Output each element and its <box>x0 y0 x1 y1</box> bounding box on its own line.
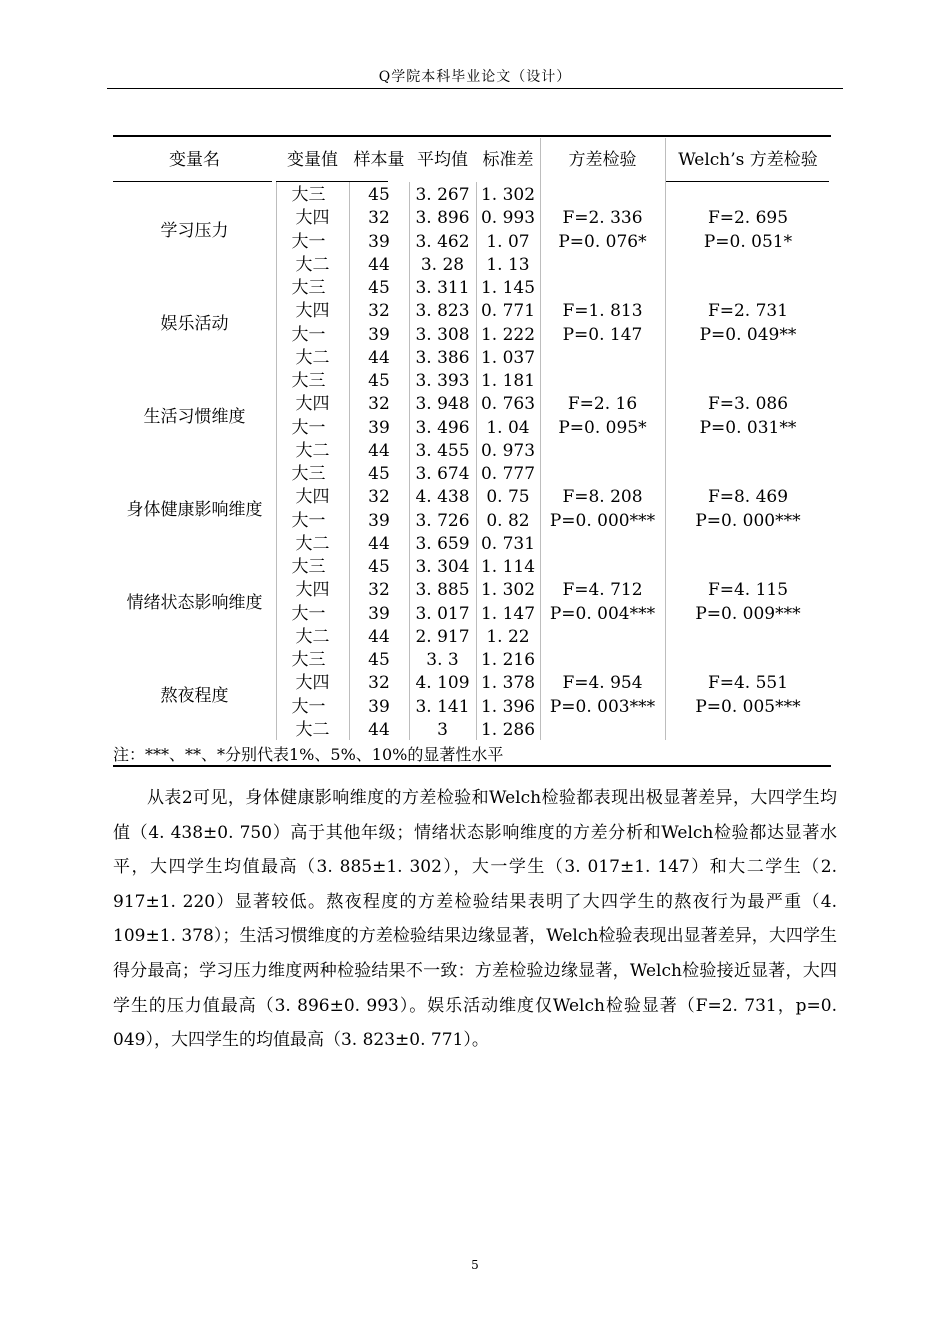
welch-result: P=0. 051* <box>703 231 793 252</box>
sample-size-cell: 45 <box>368 371 390 391</box>
table-top-rule <box>113 135 831 137</box>
table-header-row <box>0 138 950 182</box>
var-value-cell: 大二 <box>295 440 330 461</box>
var-value-cell: 大四 <box>295 580 330 601</box>
column-separator <box>665 182 666 740</box>
std-dev-cell: 1. 147 <box>480 603 536 624</box>
sample-size-cell: 32 <box>368 208 390 229</box>
mean-cell: 3. 141 <box>415 696 470 717</box>
anova-result: P=0. 004*** <box>549 603 656 624</box>
mean-cell: 3. 674 <box>415 464 470 484</box>
mean-cell: 3 <box>437 719 448 740</box>
std-dev-cell: 1. 07 <box>486 231 530 252</box>
group-name: 娱乐活动 <box>160 313 229 334</box>
anova-result: F=2. 336 <box>562 208 643 229</box>
sample-size-cell: 32 <box>368 487 390 508</box>
header-separator <box>665 138 666 182</box>
mean-cell: 3. 726 <box>415 510 470 531</box>
std-dev-cell: 0. 75 <box>486 487 530 508</box>
mean-cell: 3. 948 <box>415 394 470 415</box>
group-name: 身体健康影响维度 <box>126 499 263 520</box>
anova-result: P=0. 147 <box>562 324 643 345</box>
std-dev-cell: 1. 22 <box>486 626 530 647</box>
header-separator <box>540 138 541 182</box>
var-value-cell: 大四 <box>295 394 330 415</box>
var-value-cell: 大三 <box>291 464 326 484</box>
column-header-var-name: 变量名 <box>169 150 220 170</box>
std-dev-cell: 0. 731 <box>480 533 536 554</box>
mean-cell: 2. 917 <box>415 626 470 647</box>
sample-size-cell: 44 <box>368 719 390 740</box>
std-dev-cell: 0. 777 <box>480 464 536 484</box>
mean-cell: 3. 823 <box>415 301 470 322</box>
sample-size-cell: 32 <box>368 673 390 694</box>
var-value-cell: 大四 <box>295 487 330 508</box>
anova-result: P=0. 095* <box>558 417 647 438</box>
column-separator <box>540 182 541 740</box>
std-dev-cell: 1. 222 <box>480 324 536 345</box>
var-value-cell: 大一 <box>291 417 326 438</box>
header-underline <box>113 181 272 182</box>
page-header-title: Q学院本科毕业论文（设计） <box>378 69 572 85</box>
column-header-var-value: 变量值 <box>287 150 338 170</box>
sample-size-cell: 32 <box>368 301 390 322</box>
var-value-cell: 大二 <box>295 254 330 275</box>
sample-size-cell: 39 <box>368 696 390 717</box>
var-value-cell: 大三 <box>291 278 326 298</box>
std-dev-cell: 1. 114 <box>480 557 536 577</box>
std-dev-cell: 1. 04 <box>486 417 530 438</box>
anova-result: F=8. 208 <box>562 487 643 508</box>
var-value-cell: 大二 <box>295 626 330 647</box>
sample-size-cell: 45 <box>368 557 390 577</box>
sample-size-cell: 45 <box>368 278 390 298</box>
sample-size-cell: 44 <box>368 440 390 461</box>
mean-cell: 4. 109 <box>415 673 470 694</box>
var-value-cell: 大二 <box>295 533 330 554</box>
mean-cell: 3. 885 <box>415 580 470 601</box>
sample-size-cell: 44 <box>368 533 390 554</box>
var-value-cell: 大三 <box>291 371 326 391</box>
var-value-cell: 大三 <box>291 557 326 577</box>
welch-result: P=0. 009*** <box>695 603 801 624</box>
column-header-std-dev: 标准差 <box>482 150 534 170</box>
page-number: 5 <box>471 1258 479 1272</box>
mean-cell: 3. 017 <box>415 603 470 624</box>
welch-result: F=8. 469 <box>707 487 789 508</box>
var-value-cell: 大三 <box>291 650 326 670</box>
mean-cell: 3. 455 <box>415 440 470 461</box>
mean-cell: 3. 496 <box>415 417 470 438</box>
table-bottom-rule <box>113 765 831 767</box>
anova-result: F=4. 954 <box>562 673 643 694</box>
std-dev-cell: 1. 302 <box>480 185 536 205</box>
header-underline <box>276 181 388 182</box>
mean-cell: 3. 311 <box>415 278 470 298</box>
sample-size-cell: 45 <box>368 650 390 670</box>
header-rule <box>107 88 843 89</box>
mean-cell: 3. 28 <box>420 254 465 275</box>
welch-result: F=4. 115 <box>707 580 789 601</box>
mean-cell: 3. 267 <box>415 185 470 205</box>
sample-size-cell: 44 <box>368 254 390 275</box>
sample-size-cell: 45 <box>368 185 390 205</box>
sample-size-cell: 44 <box>368 626 390 647</box>
welch-result: P=0. 000*** <box>695 510 801 531</box>
welch-result: P=0. 031** <box>699 417 797 438</box>
table-note: 注：***、**、*分别代表1%、5%、10%的显著性水平 <box>113 745 504 764</box>
group-name: 学习压力 <box>160 220 229 241</box>
sample-size-cell: 32 <box>368 580 390 601</box>
anova-result: F=1. 813 <box>562 301 643 322</box>
std-dev-cell: 1. 378 <box>480 673 536 694</box>
body-paragraph: 从表2可见，身体健康影响维度的方差检验和Welch检验都表现出极显著差异，大四学生均值（4. 438±0. 750）高于其他年级；情绪状态影响维度的方差分析和Welch检验都达显著水平，大四学生均值最高（3. 885±1. 302），大一学生（3. 017±1. 147）和大二学生（2. 917±1. 220）显著较低。熬夜程度的方差检验结果表明了大四学生的熬夜行为最严重（4. 109±1. 378）；生活习惯维度的方差检验结果边缘显著，Welch检验表现出显著差异，大四学生得分最高；学习压力维度两种检验结果不一致：方差检验边缘显著，Welch检验接近显著，大四学生的压力值最高（3. 896±0. 993）。娱乐活动维度仅Welch检验显著（F=2. 731，p=0. 049），大四学生的均值最高（3. 823±0. 771）。 <box>113 788 837 1051</box>
sample-size-cell: 45 <box>368 464 390 484</box>
var-value-cell: 大一 <box>291 510 326 531</box>
var-value-cell: 大一 <box>291 696 326 717</box>
welch-result: F=4. 551 <box>707 673 789 694</box>
std-dev-cell: 1. 286 <box>480 719 536 740</box>
welch-result: P=0. 049** <box>699 324 797 345</box>
std-dev-cell: 1. 396 <box>480 696 536 717</box>
var-value-cell: 大二 <box>295 347 330 368</box>
sample-size-cell: 39 <box>368 324 390 345</box>
anova-result: P=0. 003*** <box>549 696 656 717</box>
var-value-cell: 大一 <box>291 324 326 345</box>
sample-size-cell: 39 <box>368 231 390 252</box>
var-value-cell: 大四 <box>295 673 330 694</box>
group-name: 熬夜程度 <box>160 685 229 706</box>
welch-result: P=0. 005*** <box>695 696 801 717</box>
var-value-cell: 大二 <box>295 719 330 740</box>
var-value-cell: 大四 <box>295 301 330 322</box>
var-value-cell: 大四 <box>295 208 330 229</box>
std-dev-cell: 0. 82 <box>486 510 530 531</box>
mean-cell: 3. 3 <box>426 650 459 670</box>
welch-result: F=2. 695 <box>707 208 789 229</box>
column-header-mean: 平均值 <box>417 150 468 170</box>
anova-result: F=4. 712 <box>562 580 643 601</box>
sample-size-cell: 39 <box>368 510 390 531</box>
std-dev-cell: 1. 145 <box>480 278 536 298</box>
var-value-cell: 大一 <box>291 231 326 252</box>
std-dev-cell: 1. 216 <box>480 650 536 670</box>
mean-cell: 3. 393 <box>415 371 470 391</box>
std-dev-cell: 1. 037 <box>480 347 536 368</box>
sample-size-cell: 39 <box>368 417 390 438</box>
std-dev-cell: 0. 973 <box>480 440 536 461</box>
mean-cell: 4. 438 <box>415 487 470 508</box>
column-header-sample-size: 样本量 <box>353 150 405 170</box>
sample-size-cell: 32 <box>368 394 390 415</box>
group-name: 情绪状态影响维度 <box>126 592 263 613</box>
welch-result: F=2. 731 <box>707 301 789 322</box>
var-value-cell: 大三 <box>291 185 326 205</box>
anova-result: F=2. 16 <box>567 394 638 415</box>
std-dev-cell: 1. 13 <box>486 254 530 275</box>
sample-size-cell: 39 <box>368 603 390 624</box>
mean-cell: 3. 896 <box>415 208 470 229</box>
mean-cell: 3. 386 <box>415 347 470 368</box>
sample-size-cell: 44 <box>368 347 390 368</box>
column-header-anova-test: 方差检验 <box>568 150 637 170</box>
std-dev-cell: 1. 181 <box>480 371 536 391</box>
header-underline <box>665 181 829 182</box>
mean-cell: 3. 462 <box>415 231 470 252</box>
anova-result: P=0. 000*** <box>549 510 656 531</box>
std-dev-cell: 0. 993 <box>480 208 536 229</box>
mean-cell: 3. 659 <box>415 533 470 554</box>
welch-result: F=3. 086 <box>707 394 789 415</box>
group-name: 生活习惯维度 <box>143 406 246 427</box>
column-header-welch-test: Welch’s 方差检验 <box>678 150 818 170</box>
var-value-cell: 大一 <box>291 603 326 624</box>
anova-result: P=0. 076* <box>558 231 647 252</box>
mean-cell: 3. 304 <box>415 557 470 577</box>
std-dev-cell: 0. 771 <box>480 301 536 322</box>
std-dev-cell: 0. 763 <box>480 394 536 415</box>
mean-cell: 3. 308 <box>415 324 470 345</box>
std-dev-cell: 1. 302 <box>480 580 536 601</box>
